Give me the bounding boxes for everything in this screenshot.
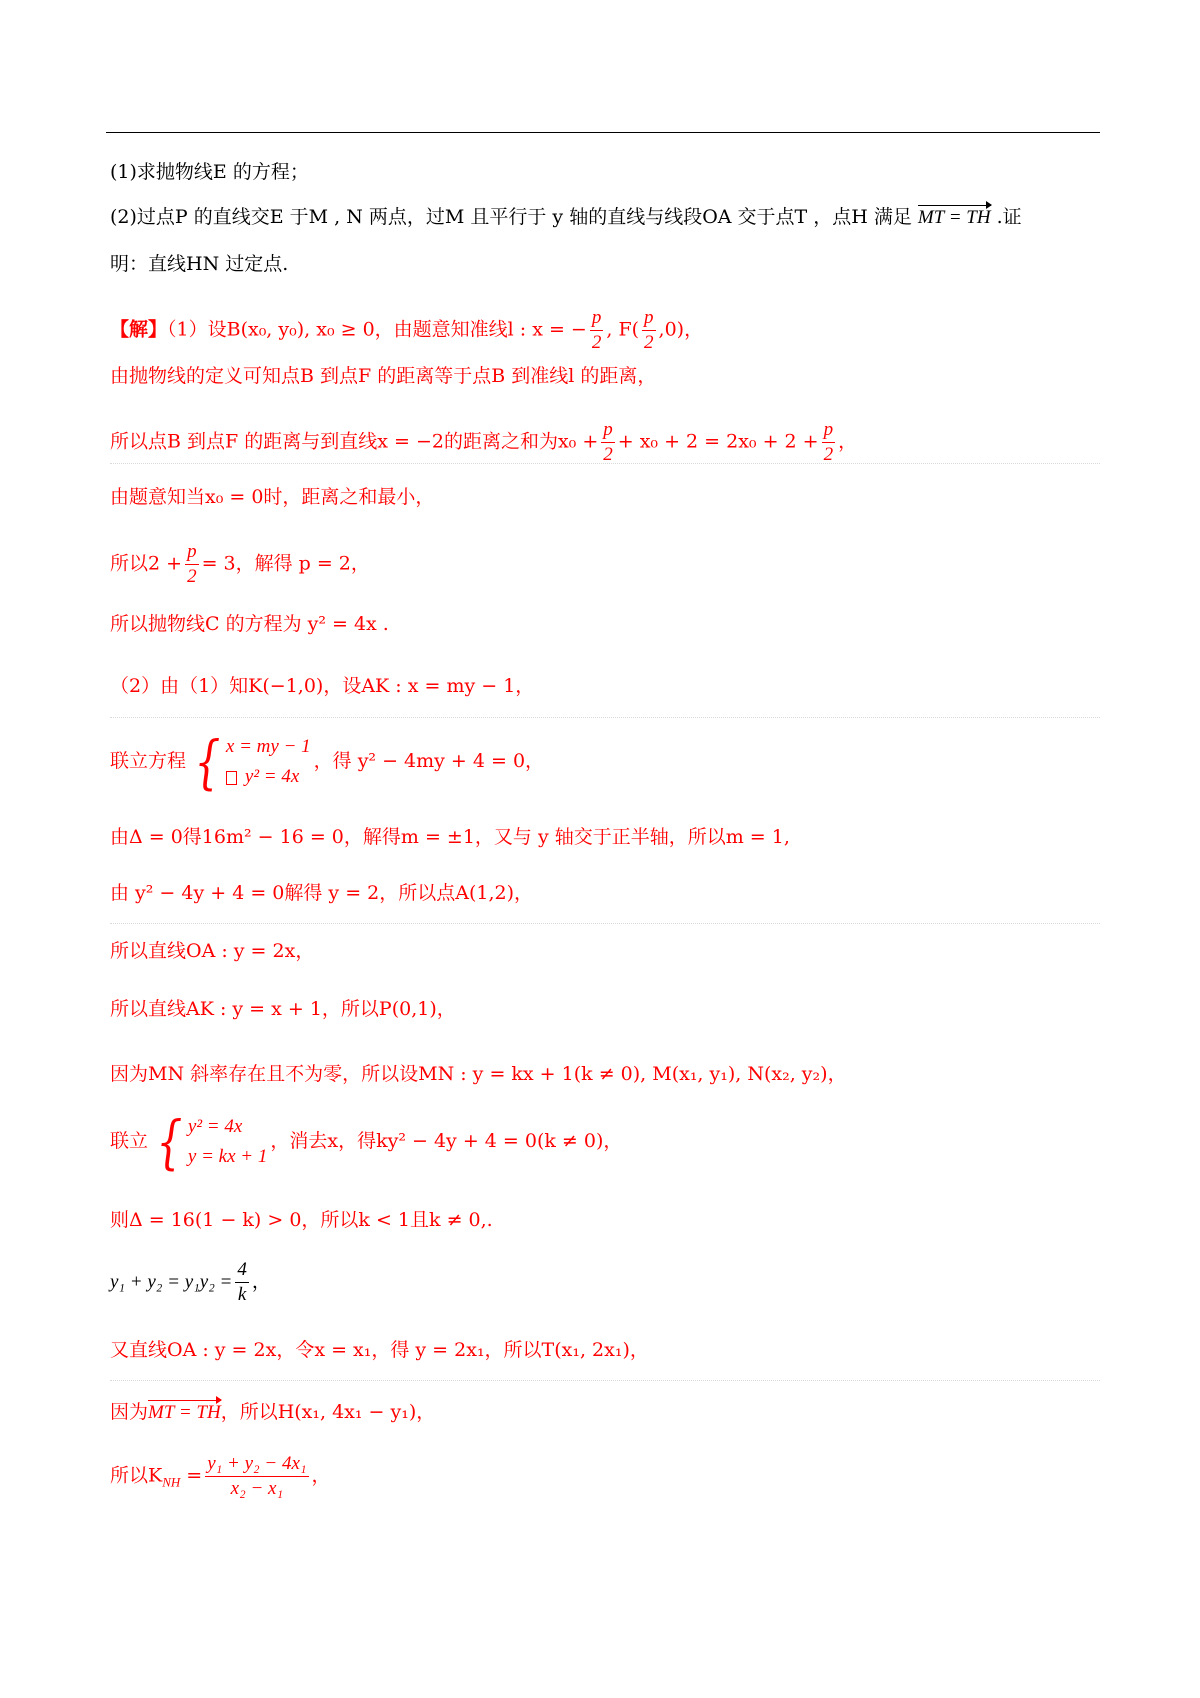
solution-line-5-text-a: 所以2 +	[110, 552, 183, 575]
solution-line-15	[110, 1206, 493, 1234]
fraction-slope	[205, 1452, 308, 1501]
solution-line-2	[110, 362, 656, 390]
fraction-denominator: 2	[823, 444, 834, 465]
brace-icon: {	[156, 1108, 183, 1176]
solution-line-18-text-a: 因为	[110, 1401, 149, 1423]
question-part-2-line-2	[110, 250, 288, 278]
fraction-denominator: 2	[644, 332, 654, 353]
solution-label: 【解】	[110, 318, 168, 341]
solution-line-14-text-a: 联立	[110, 1130, 149, 1152]
fraction-numerator: p	[590, 306, 604, 331]
dotted-separator	[110, 717, 1100, 718]
fraction-numerator: p	[642, 306, 656, 331]
fraction-4-over-k	[235, 1258, 249, 1307]
vector-equation: MT = TH	[148, 1399, 221, 1427]
solution-line-16-text-b: ，	[251, 1270, 271, 1293]
solution-line-3-text-b: + x₀ + 2 = 2x₀ + 2 +	[617, 430, 819, 453]
solution-line-14	[110, 1108, 623, 1176]
solution-line-16-text-a: y₁ + y₂ = y₁y₂ =	[110, 1271, 233, 1293]
question-part-2-line-1	[110, 203, 1022, 232]
solution-line-4-text: 由题意知当x₀ = 0时，距离之和最小，	[110, 486, 435, 508]
solution-line-9	[110, 823, 790, 851]
solution-line-13	[110, 1060, 847, 1088]
solution-line-8	[110, 728, 545, 796]
system-row-text: y² = 4x	[244, 766, 300, 787]
vector-equation: MT = TH	[918, 204, 991, 232]
solution-line-14-text-b: ，消去x，得ky² − 4y + 4 = 0(k ≠ 0)，	[270, 1130, 623, 1152]
solution-line-12	[110, 995, 456, 1023]
solution-line-4	[110, 483, 434, 511]
fraction-p-over-2	[185, 540, 199, 589]
dotted-separator	[110, 463, 1100, 464]
solution-line-9-text: 由Δ = 0得16m² − 16 = 0，解得m = ±1，又与 y 轴交于正半轴，所以m = 1,	[110, 826, 790, 848]
question-part-2-tail: .证	[996, 206, 1022, 228]
fraction-p-over-2	[642, 306, 656, 355]
solution-line-1-text-b: , F(	[606, 318, 640, 341]
solution-line-1-text-a: （1）设B(x₀, y₀), x₀ ≥ 0，由题意知准线l : x = −	[167, 318, 587, 341]
equation-system	[151, 1108, 268, 1176]
solution-line-5	[110, 540, 370, 589]
solution-line-7	[110, 672, 534, 700]
fraction-denominator: 2	[187, 566, 197, 587]
missing-glyph-icon	[226, 771, 237, 785]
solution-line-8-text-b: ，得 y² − 4my + 4 = 0，	[313, 750, 545, 772]
brace-icon: {	[194, 728, 221, 796]
solution-line-19-text-b: ，	[311, 1464, 331, 1487]
solution-line-7-text: （2）由（1）知K(−1,0)，设AK : x = my − 1，	[110, 675, 535, 697]
fraction-numerator: p	[601, 418, 615, 443]
solution-line-11-text: 所以直线OA : y = 2x，	[110, 940, 315, 962]
solution-line-16	[110, 1258, 271, 1307]
equation-system-rows	[226, 732, 311, 792]
solution-line-6	[110, 610, 389, 638]
dotted-separator	[110, 1380, 1100, 1381]
fraction-numerator: p	[185, 540, 199, 565]
fraction-denominator: 2	[591, 332, 602, 353]
solution-line-1	[110, 306, 703, 355]
solution-line-18	[110, 1398, 435, 1427]
question-part-1	[110, 158, 309, 186]
system-row	[226, 762, 311, 792]
solution-line-17-text: 又直线OA : y = 2x，令x = x₁，得 y = 2x₁，所以T(x₁, 2x₁)，	[110, 1339, 649, 1361]
solution-line-3-text-c: ，	[838, 430, 858, 453]
slope-subscript: NH	[162, 1474, 181, 1490]
question-part-2-line-2-text: 明：直线HN 过定点.	[110, 253, 289, 275]
solution-line-19	[110, 1452, 331, 1501]
solution-line-1-text-c: ,0)，	[658, 318, 704, 341]
equation-system	[189, 728, 311, 796]
solution-line-3	[110, 418, 857, 467]
fraction-numerator: p	[822, 418, 836, 443]
solution-line-2-text: 由抛物线的定义可知点B 到点F 的距离等于点B 到准线l 的距离，	[110, 365, 657, 387]
question-part-1-text: (1)求抛物线E 的方程；	[110, 161, 309, 183]
solution-line-13-text: 因为MN 斜率存在且不为零，所以设MN : y = kx + 1(k ≠ 0), M(x₁, y₁), N(x₂, y₂)，	[110, 1063, 847, 1085]
dotted-separator	[110, 923, 1100, 924]
fraction-numerator: y₁ + y₂ − 4x₁	[205, 1452, 308, 1477]
fraction-denominator: 2	[603, 444, 613, 465]
solution-line-19-equals: =	[180, 1464, 203, 1487]
solution-line-15-text: 则Δ = 16(1 − k) > 0，所以k < 1且k ≠ 0,.	[110, 1209, 493, 1231]
question-part-2-text: (2)过点P 的直线交E 于M , N 两点，过M 且平行于 y 轴的直线与线段OA 交于点T ，点H 满足	[110, 206, 912, 228]
header-rule	[106, 132, 1100, 133]
solution-line-19-text-a: 所以K	[110, 1464, 163, 1487]
solution-line-6-text: 所以抛物线C 的方程为 y² = 4x .	[110, 613, 389, 635]
solution-line-10	[110, 879, 533, 907]
fraction-denominator: x₂ − x₁	[230, 1478, 284, 1499]
solution-line-5-text-b: = 3，解得 p = 2，	[201, 552, 370, 575]
solution-line-11	[110, 937, 314, 965]
fraction-p-over-2	[590, 306, 604, 355]
system-row: y = kx + 1	[187, 1146, 268, 1167]
equation-system-rows	[188, 1112, 267, 1172]
solution-line-17	[110, 1336, 649, 1364]
fraction-p-over-2	[601, 418, 615, 467]
solution-line-18-text-b: ，所以H(x₁, 4x₁ − y₁)，	[220, 1401, 436, 1423]
system-row: x = my − 1	[225, 736, 311, 757]
fraction-numerator: 4	[235, 1258, 249, 1283]
solution-line-8-text-a: 联立方程	[110, 750, 187, 772]
solution-line-12-text: 所以直线AK : y = x + 1，所以P(0,1)，	[110, 998, 456, 1020]
solution-line-10-text: 由 y² − 4y + 4 = 0解得 y = 2，所以点A(1,2)，	[110, 882, 534, 904]
fraction-denominator: k	[237, 1284, 247, 1305]
solution-line-3-text-a: 所以点B 到点F 的距离与到直线x = −2的距离之和为x₀ +	[110, 430, 599, 453]
system-row: y² = 4x	[187, 1116, 243, 1137]
fraction-p-over-2	[822, 418, 836, 467]
